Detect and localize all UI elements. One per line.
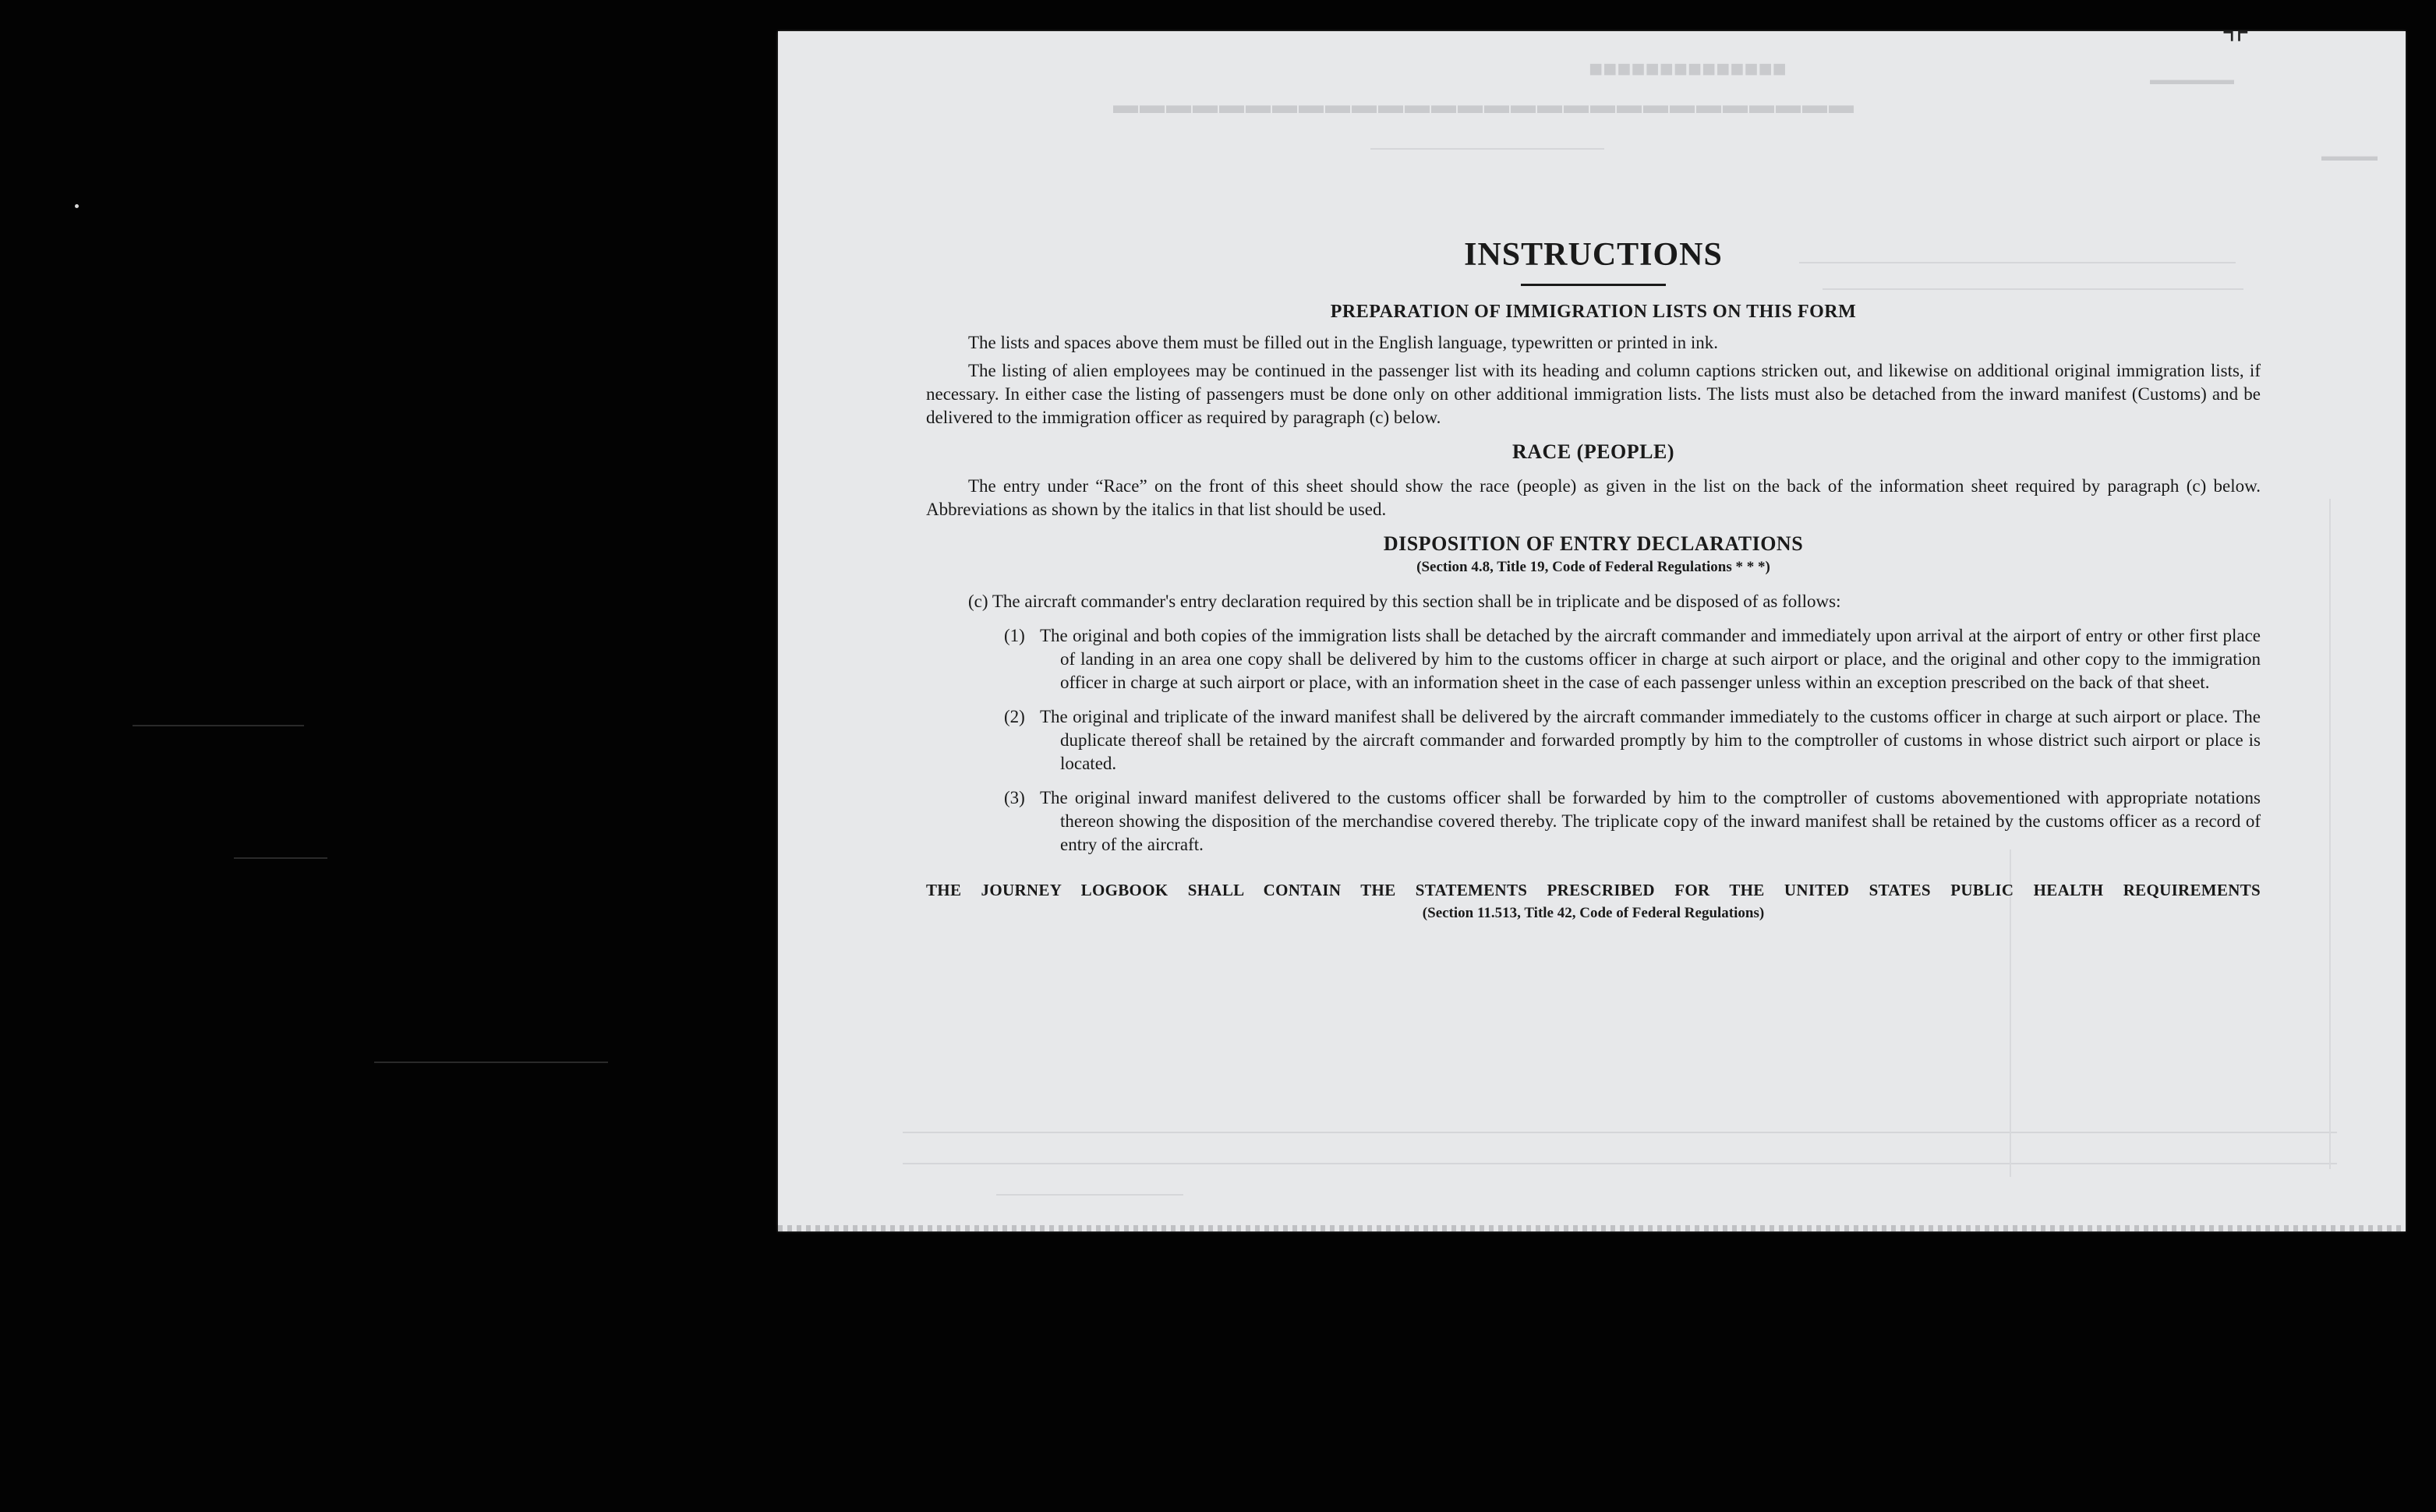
- scan-artifact-line: [133, 725, 304, 726]
- preparation-paragraph-1: The lists and spaces above them must be filled out in the English language, typewritten or printed in ink.: [968, 333, 1718, 352]
- scanned-document-page: [778, 31, 2406, 1231]
- heading-preparation: PREPARATION OF IMMIGRATION LISTS ON THIS FORM: [1330, 302, 1857, 322]
- bleed-through-text: ■■■■■■■■■■■■■■: [1589, 56, 1787, 82]
- heading-race: RACE (PEOPLE): [1512, 440, 1674, 463]
- bleed-through-rule: [903, 1163, 2337, 1164]
- preparation-paragraph-2: The listing of alien employees may be continued in the passenger list with its heading and column captions stricken out, and likewise on additional original immigration lists, if necessary. In either case the listing of passengers must be done only on other additional immigration lists. The lists must also be detached from the inward manifest (Customs) and be delivered to the immigration officer as required by paragraph (c) below.: [926, 361, 2261, 427]
- item-number: (3): [1004, 788, 1025, 807]
- bleed-through-text: ▬▬▬▬▬▬: [2150, 72, 2234, 87]
- item-text: The original and both copies of the immigration lists shall be detached by the aircraft commander and immediately upon arrival at the airport of entry or other first place of landing in an area one copy shall be delivered by him to the customs officer in charge at such airport or place, and the original and other copy to the immigration officer in charge at such airport or place, with an information sheet in the case of each passenger unless within an exception prescribed on the back of that sheet.: [1040, 626, 2261, 692]
- bleed-through-rule: [1370, 148, 1604, 150]
- clause-c: (c) The aircraft commander's entry declaration required by this section shall be in triplicate and be disposed of as follows:: [968, 592, 1841, 611]
- corner-handwritten-mark: ⌝⌜: [2222, 31, 2250, 61]
- scan-artifact-line: [234, 857, 327, 859]
- bleed-through-column: [2329, 499, 2331, 1169]
- bleed-through-text: ▬▬▬▬▬▬▬▬▬▬▬▬▬▬▬▬▬▬▬▬▬▬▬▬▬▬▬▬: [1113, 90, 1855, 118]
- bleed-through-text: ▬▬▬▬: [2321, 148, 2378, 164]
- page-title: INSTRUCTIONS: [1464, 237, 1723, 273]
- disposition-reference: (Section 4.8, Title 19, Code of Federal Regulations * * *): [1416, 559, 1770, 575]
- journey-logbook-reference: (Section 11.513, Title 42, Code of Federal Regulations): [1422, 905, 1765, 921]
- instructions-content: [926, 204, 2261, 925]
- item-number: (2): [1004, 707, 1025, 726]
- item-text: The original and triplicate of the inward manifest shall be delivered by the aircraft commander immediately to the customs officer in charge at such airport or place. The duplicate thereof shall be retained by the aircraft commander and forwarded promptly by him to the comptroller of customs in whose district such airport or place is located.: [1040, 707, 2261, 773]
- title-underline: [1521, 284, 1666, 286]
- scan-speck: [75, 204, 79, 208]
- list-item: [926, 705, 2261, 775]
- list-item: [926, 624, 2261, 694]
- item-text: The original inward manifest delivered to the customs officer shall be forwarded by him to the comptroller of customs abovementioned with appropriate notations thereon showing the disposition of the merchandise covered thereby. The triplicate copy of the inward manifest shall be retained by the customs officer as a record of entry of the aircraft.: [1040, 788, 2261, 854]
- heading-disposition: DISPOSITION OF ENTRY DECLARATIONS: [1383, 532, 1804, 555]
- list-item: [926, 786, 2261, 857]
- journey-logbook-statement: THE JOURNEY LOGBOOK SHALL CONTAIN THE STATEMENTS PRESCRIBED FOR THE UNITED STATES PUBLIC HEALTH REQUIREMENTS: [926, 881, 2261, 899]
- scan-artifact-line: [374, 1062, 608, 1063]
- race-paragraph: The entry under “Race” on the front of this sheet should show the race (people) as given in the list on the back of the information sheet required by paragraph (c) below. Abbreviations as shown by the italics in that list should be used.: [926, 476, 2261, 519]
- item-number: (1): [1004, 626, 1025, 645]
- bleed-through-rule: [903, 1132, 2337, 1133]
- bleed-through-rule: [996, 1194, 1183, 1196]
